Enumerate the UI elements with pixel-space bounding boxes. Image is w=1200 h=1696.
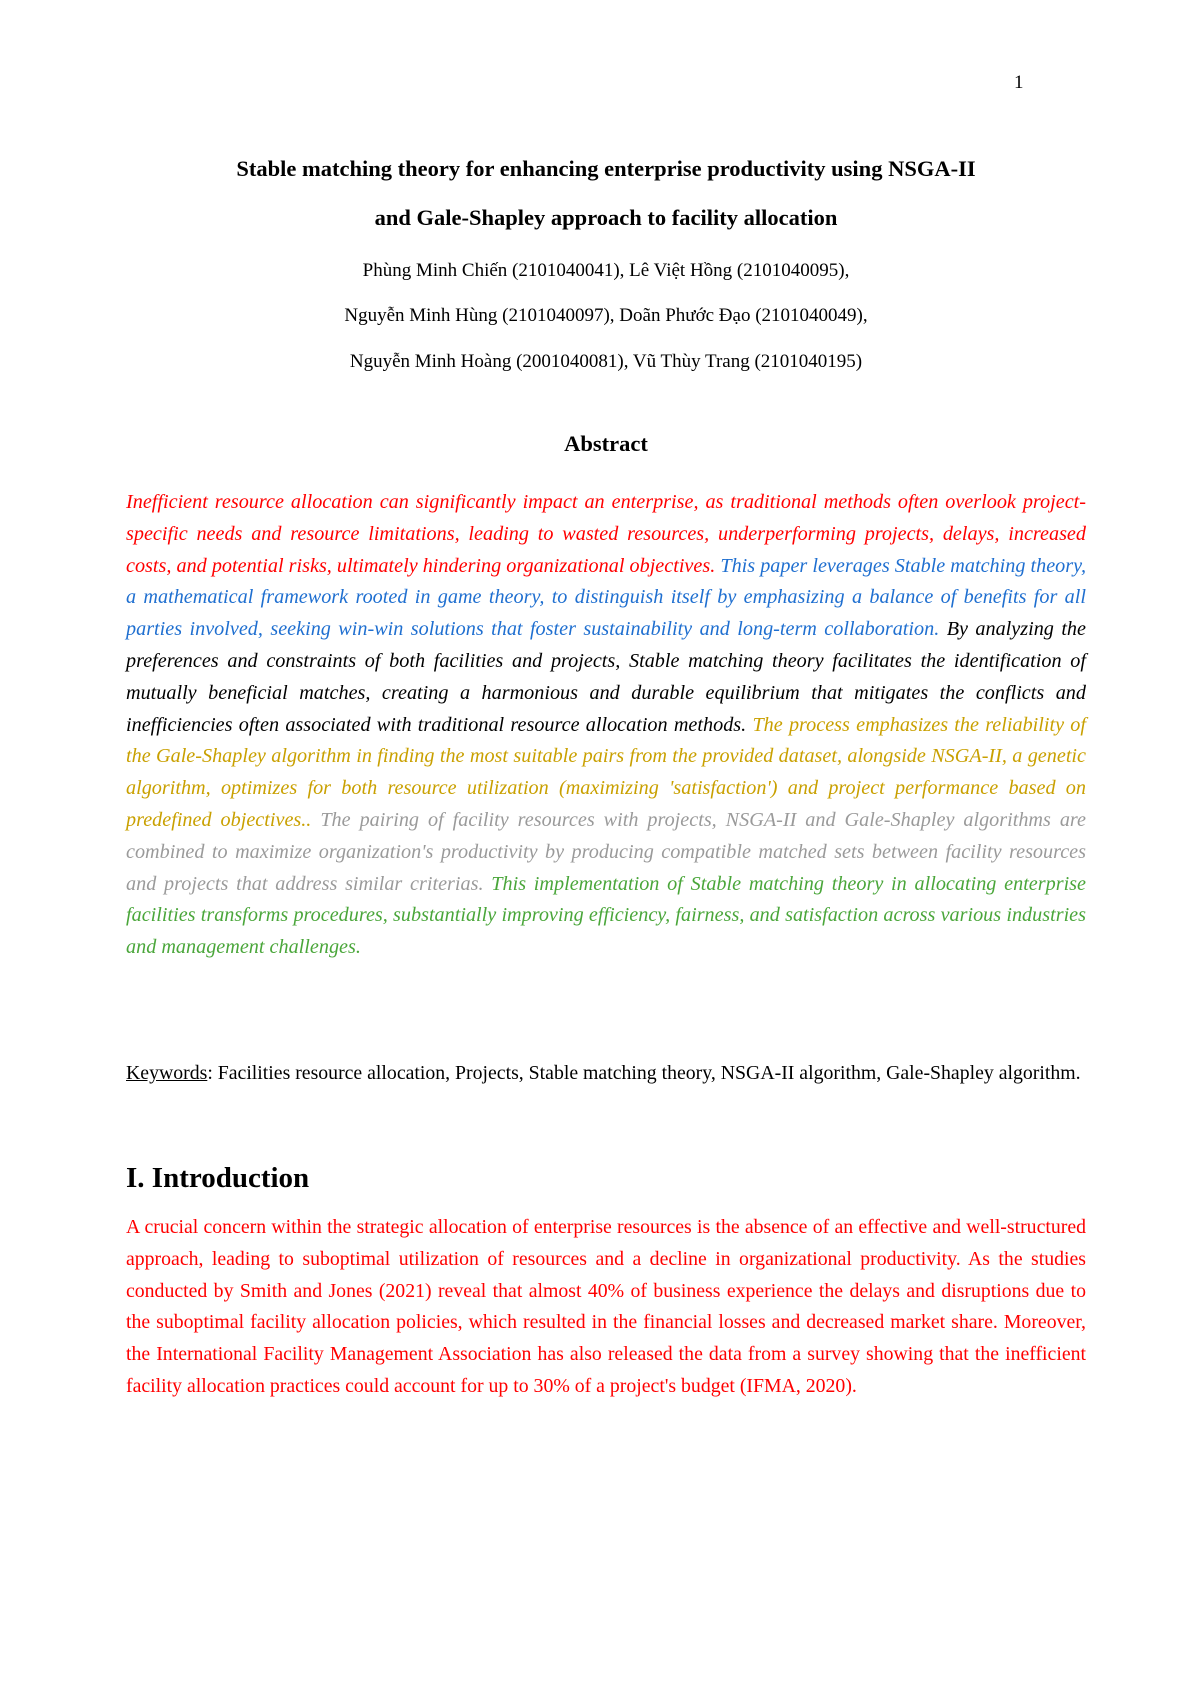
abstract-segment-process: The process emphasizes the reliability of the Gale-Shapley algorithm in finding the most suitable pairs from the provided dataset, alongside NSGA-II, a genetic algorithm, optimizes for both resource utilization (maximizing 'satisfaction') and project performance based on predefined objectives.. — [126, 713, 1086, 831]
page-number: 1 — [1014, 72, 1024, 93]
abstract-segment-problem: Inefficient resource allocation can significantly impact an enterprise, as traditional methods often overlook project-specific needs and resource limitations, leading to wasted resources, underperforming projects, delays, increased costs, and potential risks, ultimately hindering organizational objectives. — [126, 491, 1086, 577]
abstract-heading: Abstract — [564, 431, 648, 456]
abstract-segment-analysis: By analyzing the preferences and constraints of both facilities and projects, Stable matching theory facilitates the identification of mutually beneficial matches, creating a harmonious and durable equilibrium that mitigates the conflicts and inefficiencies often associated with traditional resource allocation methods. — [126, 618, 1086, 736]
authors-line-1: Phùng Minh Chiến (2101040041), Lê Việt Hồng (2101040095), — [362, 260, 850, 281]
paper-title-line-1: Stable matching theory for enhancing enterprise productivity using NSGA-II — [236, 156, 976, 181]
authors-line-2: Nguyễn Minh Hùng (2101040097), Doãn Phước Đạo (2101040049), — [344, 305, 868, 326]
abstract-segment-pairing: The pairing of facility resources with projects, NSGA-II and Gale-Shapley algorithms are combined to maximize organization's productivity by producing compatible matched sets between facility resources and projects that address similar criterias. — [126, 808, 1086, 895]
keywords — [126, 1058, 1086, 1090]
keywords-text: : Facilities resource allocation, Projects, Stable matching theory, NSGA-II algorithm, Gale-Shapley algorithm. — [207, 1062, 1081, 1084]
abstract-body — [126, 487, 1086, 964]
abstract-segment-theory: This paper leverages Stable matching theory, a mathematical framework rooted in game theory, to distinguish itself by emphasizing a balance of benefits for all parties involved, seeking win-win solutions that foster sustainability and long-term collaboration. — [126, 554, 1087, 641]
introduction-paragraph: A crucial concern within the strategic allocation of enterprise resources is the absence of an effective and well-structured approach, leading to suboptimal utilization of resources and a decline in organizational productivity. As the studies conducted by Smith and Jones (2021) reveal that almost 40% of business experience the delays and disruptions due to the suboptimal facility allocation policies, which resulted in the financial losses and decreased market share. Moreover, the International Facility Management Association has also released the data from a survey showing that the inefficient facility allocation practices could account for up to 30% of a project's budget (IFMA, 2020). — [126, 1216, 1086, 1397]
abstract-segment-implementation: This implementation of Stable matching theory in allocating enterprise facilities transforms procedures, substantially improving efficiency, fairness, and satisfaction across various industries and management challenges. — [126, 872, 1086, 959]
paper-title-line-2: and Gale-Shapley approach to facility allocation — [374, 205, 838, 230]
keywords-label: Keywords — [126, 1062, 208, 1084]
authors-line-3: Nguyễn Minh Hoàng (2001040081), Vũ Thùy Trang (2101040195) — [349, 351, 863, 372]
introduction-heading: I. Introduction — [126, 1162, 310, 1194]
